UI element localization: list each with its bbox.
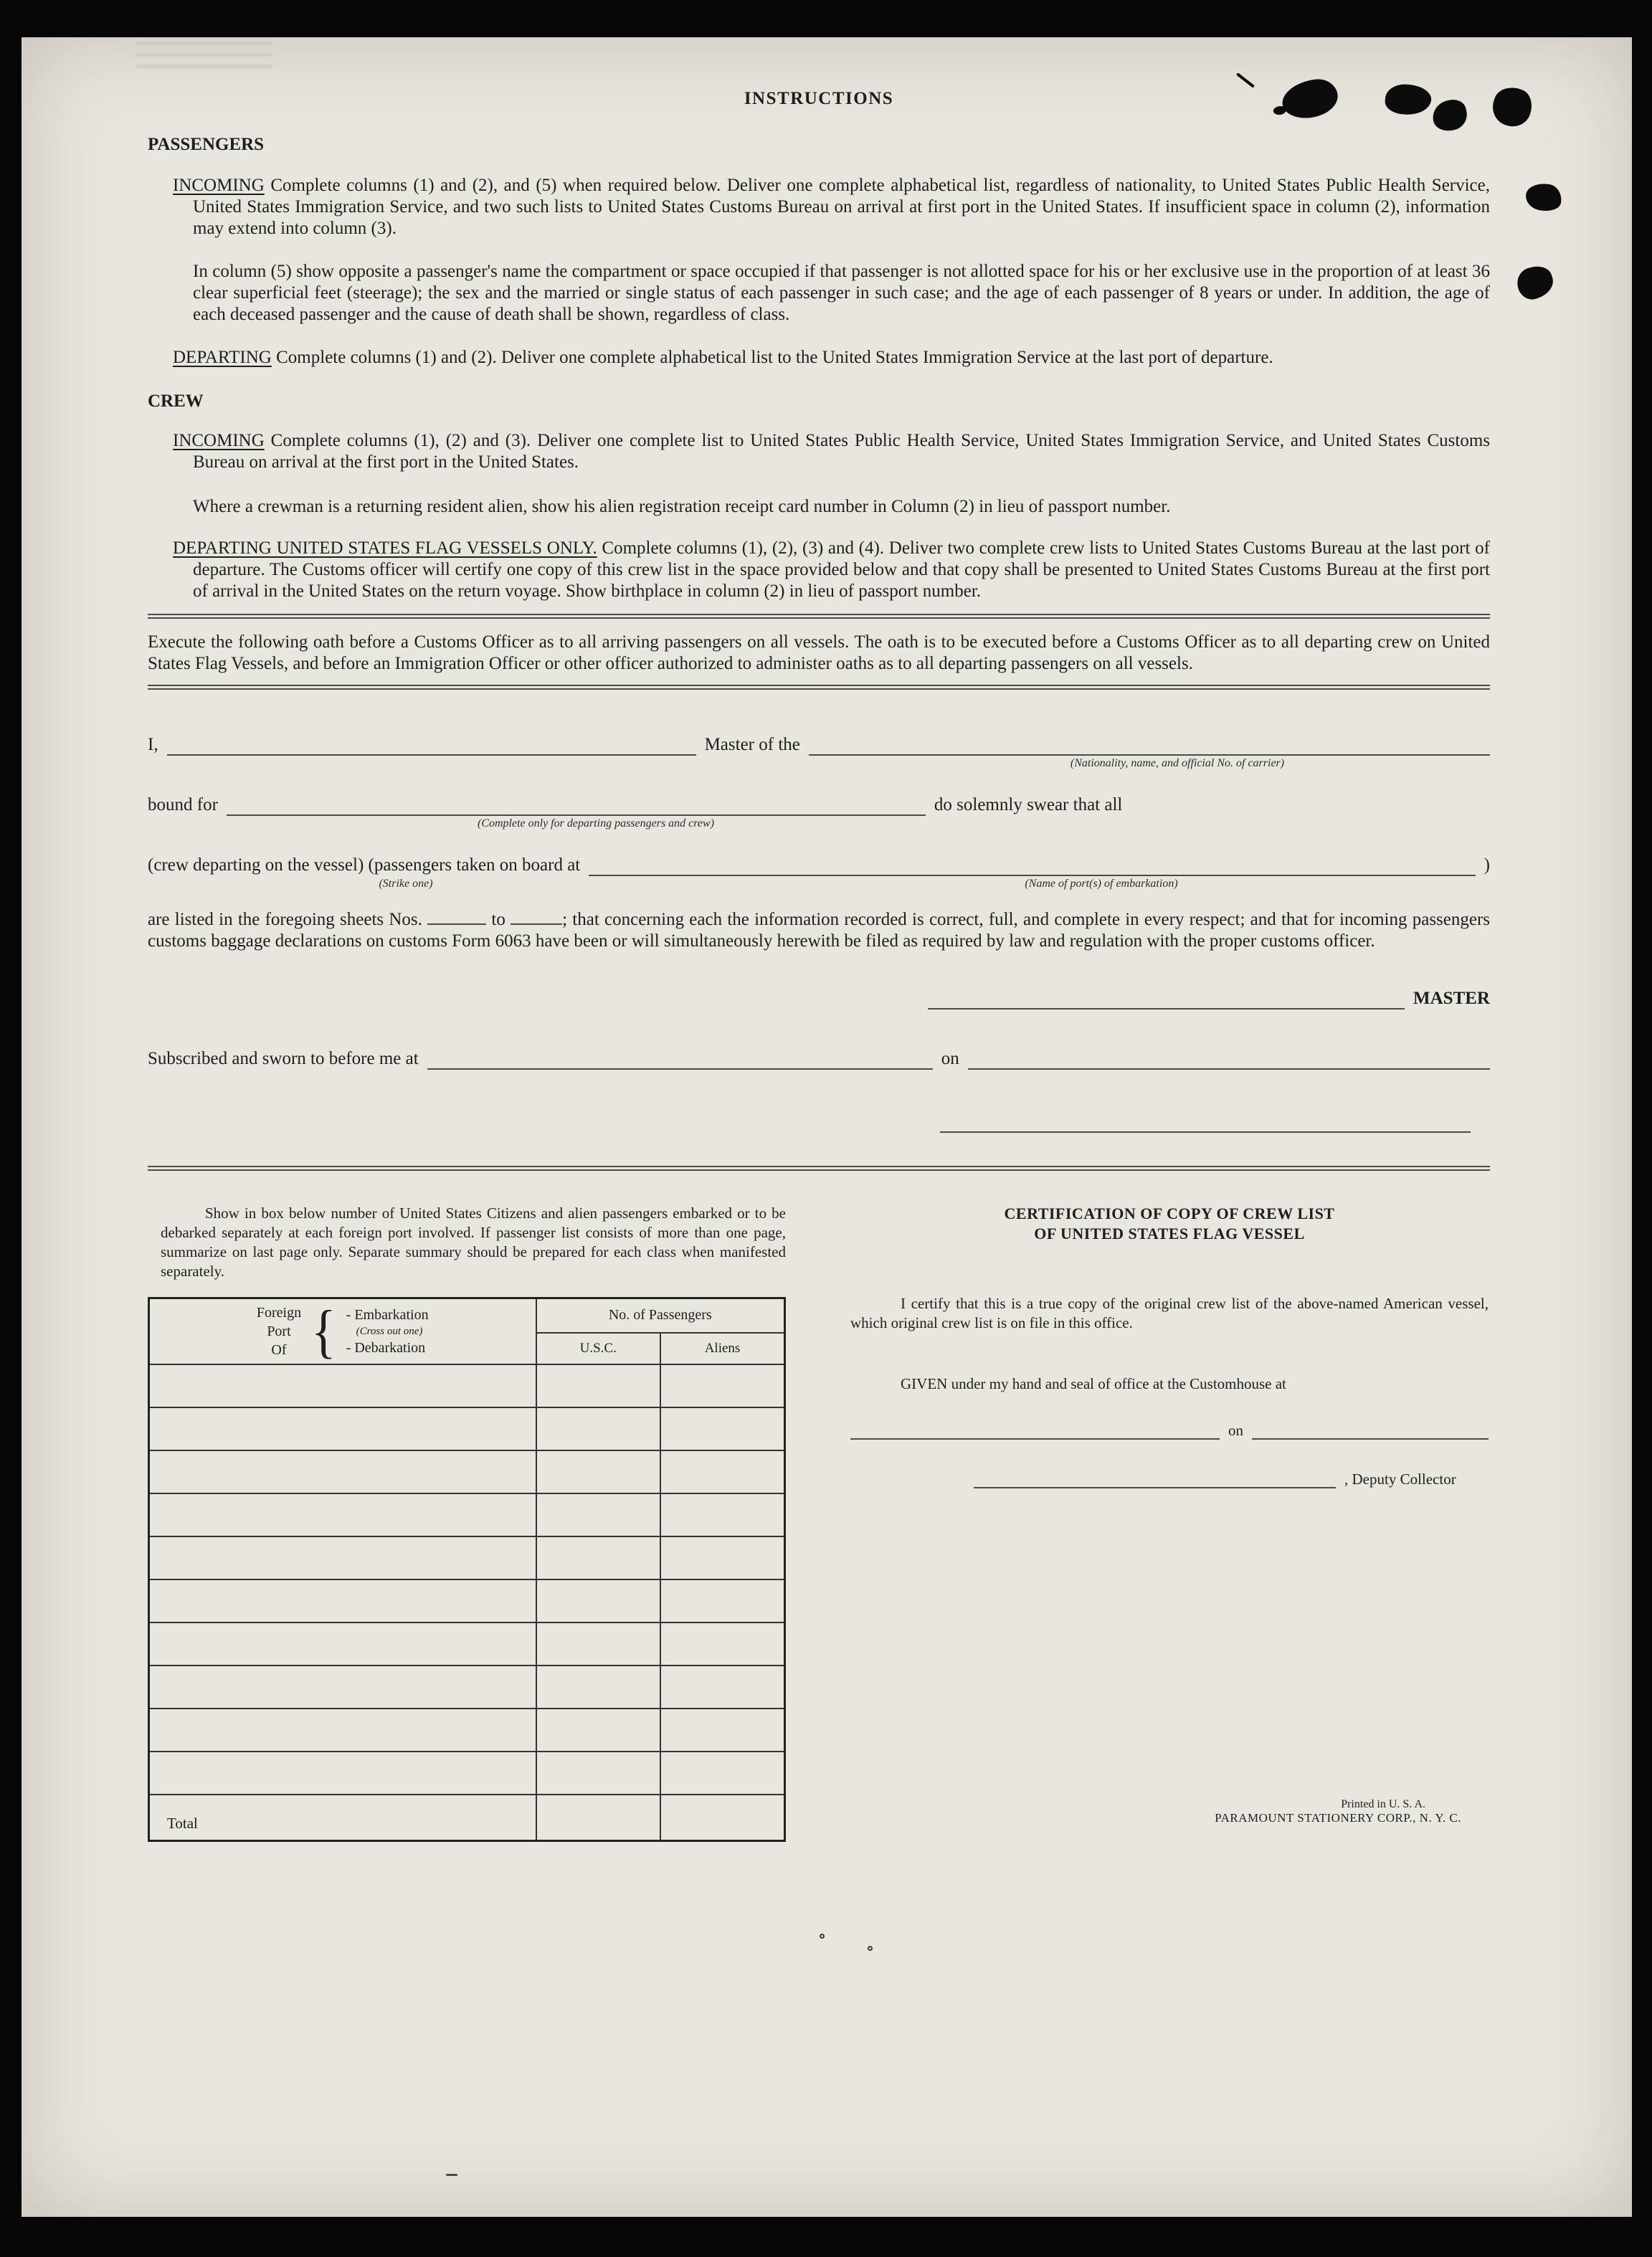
i-label: I, xyxy=(148,735,158,754)
departing-label: DEPARTING xyxy=(173,348,272,367)
summary-table-cell xyxy=(536,1536,661,1579)
summary-table-row xyxy=(149,1752,785,1795)
sworn-place-blank xyxy=(427,1048,933,1070)
company-line: PARAMOUNT STATIONERY CORP., N. Y. C. xyxy=(1215,1811,1461,1825)
summary-section xyxy=(148,1204,786,1842)
summary-table-cell xyxy=(536,1450,661,1493)
printer-imprint xyxy=(850,1798,1489,1825)
total-aliens-cell xyxy=(660,1795,785,1840)
summary-table-cell xyxy=(149,1752,536,1795)
form-content xyxy=(148,89,1490,1842)
summary-table-body xyxy=(149,1364,785,1795)
oath-sheets-paragraph xyxy=(148,908,1490,952)
summary-table-cell xyxy=(660,1752,785,1795)
port-word: Port xyxy=(267,1324,291,1339)
scan-mark xyxy=(446,2174,457,2176)
summary-table-cell xyxy=(660,1407,785,1450)
certification-title-line2: OF UNITED STATES FLAG VESSEL xyxy=(1034,1225,1305,1242)
certification-title xyxy=(850,1204,1489,1244)
given-paragraph: GIVEN under my hand and seal of office at the Customhouse at xyxy=(901,1375,1286,1392)
summary-table-cell xyxy=(660,1579,785,1622)
summary-table-row xyxy=(149,1709,785,1752)
printed-in-line: Printed in U. S. A. xyxy=(1341,1798,1425,1810)
master-of-the-label: Master of the xyxy=(704,735,800,754)
carrier-hint: (Nationality, name, and official No. of carrier) xyxy=(1070,757,1285,769)
summary-table-cell xyxy=(660,1666,785,1709)
total-label: Total xyxy=(149,1795,536,1840)
sheets-prefix: are listed in the foregoing sheets Nos. xyxy=(148,910,422,929)
summary-table-cell xyxy=(536,1752,661,1795)
section-divider xyxy=(148,614,1490,619)
usc-header: U.S.C. xyxy=(536,1333,661,1364)
customhouse-date-blank xyxy=(1252,1421,1489,1440)
summary-table-row xyxy=(149,1536,785,1579)
passenger-summary-table xyxy=(148,1297,786,1842)
summary-table-cell xyxy=(149,1622,536,1666)
section-divider xyxy=(148,1166,1490,1171)
certification-title-line1: CERTIFICATION OF COPY OF CREW LIST xyxy=(1004,1204,1335,1222)
master-signature-blank xyxy=(928,988,1405,1009)
officer-signature-line xyxy=(148,1111,1490,1133)
summary-table-cell xyxy=(149,1666,536,1709)
embark-debark-labels xyxy=(346,1307,429,1356)
embarkation-label: - Embarkation xyxy=(346,1306,429,1323)
summary-table-cell xyxy=(660,1493,785,1536)
pencil-smudge xyxy=(136,37,272,72)
summary-instructions: Show in box below number of United States Citizens and alien passengers embarked or to be debarked separately at each foreign port involved. If passenger list consists of more than one page, summarize on last page only. Separate summary should be prepared for each class when manifested separately. xyxy=(161,1204,786,1280)
strike-one-hint: (Strike one) xyxy=(379,878,433,890)
summary-table-cell xyxy=(149,1579,536,1622)
summary-table-cell xyxy=(660,1622,785,1666)
ink-blot xyxy=(1487,82,1537,131)
passengers-incoming-paragraph xyxy=(148,175,1490,239)
total-usc-cell xyxy=(536,1795,661,1840)
subscribed-label: Subscribed and sworn to before me at xyxy=(148,1049,419,1068)
incoming-text: Complete columns (1) and (2), and (5) when required below. Deliver one complete alphabetical list, regardless of nationality, to United States Public Health Service, United States Immigration Service, and two such lists to United States Customs Bureau on arrival at first port in the United States. If insufficient space in column (2), information may extend into column (3). xyxy=(193,176,1490,238)
oath-master-line xyxy=(148,734,1490,769)
port-header-layout xyxy=(150,1299,536,1364)
passengers-departing-paragraph xyxy=(148,347,1490,369)
sheets-from-blank xyxy=(427,908,486,925)
total-row xyxy=(149,1795,785,1840)
close-paren: ) xyxy=(1484,855,1490,875)
cross-out-hint: (Cross out one) xyxy=(356,1325,423,1337)
deputy-signature-blank xyxy=(974,1470,1336,1488)
summary-table-cell xyxy=(660,1709,785,1752)
scanned-form-page xyxy=(22,37,1632,2217)
summary-table-cell xyxy=(536,1666,661,1709)
bound-for-hint: (Complete only for departing passengers and crew) xyxy=(477,817,715,830)
carrier-blank xyxy=(809,734,1490,756)
summary-table-cell xyxy=(149,1493,536,1536)
foreign-port-header xyxy=(149,1298,536,1365)
master-name-blank xyxy=(167,734,696,756)
debarkation-label: - Debarkation xyxy=(346,1339,426,1356)
summary-table-cell xyxy=(149,1407,536,1450)
bottom-columns xyxy=(148,1204,1490,1842)
on-label: on xyxy=(941,1049,959,1068)
crew-departing-label: DEPARTING UNITED STATES FLAG VESSELS ONLY. xyxy=(173,538,597,558)
master-label: MASTER xyxy=(1413,989,1490,1008)
passengers-heading: PASSENGERS xyxy=(148,135,265,154)
crew-departing-paragraph xyxy=(148,538,1490,602)
embarkation-port-blank xyxy=(589,855,1475,876)
aliens-header: Aliens xyxy=(660,1333,785,1364)
scan-speck xyxy=(820,1934,825,1939)
destination-blank xyxy=(227,794,926,816)
summary-table-row xyxy=(149,1579,785,1622)
bound-for-label: bound for xyxy=(148,795,218,814)
certify-paragraph: I certify that this is a true copy of the original crew list of the above-named American vessel, which original crew list is on file in this office. xyxy=(850,1295,1489,1331)
cert-on-label: on xyxy=(1228,1422,1243,1439)
summary-table-cell xyxy=(536,1364,661,1407)
deputy-line xyxy=(850,1470,1489,1488)
departing-text: Complete columns (1) and (2). Deliver one complete alphabetical list to the United States Immigration Service at the last port of departure. xyxy=(271,348,1273,367)
port-header-words xyxy=(257,1303,301,1359)
crew-incoming-paragraph xyxy=(148,430,1490,473)
master-signature-line xyxy=(148,988,1490,1009)
section-divider xyxy=(148,685,1490,690)
passengers-column5-paragraph: In column (5) show opposite a passenger's name the compartment or space occupied if that passenger is not allotted space for his or her exclusive use in the proportion of at least 36 clear superficial feet (steerage); the sex and the married or single status of each passenger in such case; and the age of each passenger of 8 years or under. In addition, the age of each deceased passenger and the cause of death shall be shown, regardless of class. xyxy=(193,262,1490,324)
scan-speck xyxy=(868,1946,873,1951)
summary-table-cell xyxy=(536,1709,661,1752)
summary-table-row xyxy=(149,1407,785,1450)
sheets-suffix: ; that concerning each the information recorded is correct, full, and complete in every respect; and that for incoming passengers customs baggage declarations on customs Form 6063 have been or will simultaneously herewith be filed as required by law and regulation with the proper customs officer. xyxy=(148,910,1491,951)
deputy-collector-label: , Deputy Collector xyxy=(1344,1470,1456,1488)
page-title: INSTRUCTIONS xyxy=(744,89,894,108)
port-word: Foreign xyxy=(256,1305,302,1321)
oath-instructions-paragraph: Execute the following oath before a Customs Officer as to all arriving passengers on all vessels. The oath is to be executed before a Customs Officer as to all departing crew on United States Flag Vessels, and before an Immigration Officer or other officer authorized to administer oaths as to all departing passengers on all vessels. xyxy=(148,632,1490,673)
strike-phrase: (crew departing on the vessel) (passengers taken on board at xyxy=(148,855,581,875)
summary-table-cell xyxy=(536,1493,661,1536)
crew-incoming-text: Complete columns (1), (2) and (3). Deliver one complete list to United States Public Health Service, United States Immigration Service, and United States Customs Bureau on arrival at the first port in the United States. xyxy=(193,431,1490,472)
summary-table-row xyxy=(149,1364,785,1407)
customhouse-line xyxy=(850,1421,1489,1440)
summary-table-cell xyxy=(660,1536,785,1579)
certification-section xyxy=(850,1204,1489,1842)
oath-bound-for-line xyxy=(148,794,1490,830)
summary-table-cell xyxy=(149,1450,536,1493)
ink-blot xyxy=(1524,181,1564,214)
summary-table-row xyxy=(149,1622,785,1666)
sheets-to-blank xyxy=(511,908,562,925)
summary-table-cell xyxy=(660,1450,785,1493)
passengers-count-header: No. of Passengers xyxy=(536,1298,785,1333)
ink-mark xyxy=(1236,72,1255,88)
crew-heading: CREW xyxy=(148,391,204,411)
summary-table-cell xyxy=(149,1364,536,1407)
brace-glyph: { xyxy=(311,1298,336,1364)
crew-incoming-label: INCOMING xyxy=(173,431,265,450)
summary-table-cell xyxy=(536,1622,661,1666)
officer-signature-blank xyxy=(940,1111,1471,1133)
summary-table-row xyxy=(149,1666,785,1709)
to-label: to xyxy=(491,910,505,929)
summary-table-row xyxy=(149,1493,785,1536)
crew-departing-text: Complete columns (1), (2), (3) and (4). Deliver two complete crew lists to United States Customs Bureau at the last port of departure. The Customs officer will certify one copy of this crew list in the space provided below and that copy shall be presented to United States Customs Bureau at the first port of arrival in the United States on the return voyage. Show birthplace in column (2) in lieu of passport number. xyxy=(193,538,1490,601)
summary-table-cell xyxy=(149,1709,536,1752)
ink-blot xyxy=(1513,262,1557,303)
summary-table-cell xyxy=(536,1407,661,1450)
sworn-date-blank xyxy=(968,1048,1490,1070)
summary-table-cell xyxy=(149,1536,536,1579)
summary-table-row xyxy=(149,1450,785,1493)
incoming-label: INCOMING xyxy=(173,176,265,195)
port-word: Of xyxy=(271,1342,287,1358)
subscribed-line xyxy=(148,1048,1490,1070)
oath-embarkation-line xyxy=(148,855,1490,890)
summary-table-cell xyxy=(536,1579,661,1622)
customhouse-place-blank xyxy=(850,1421,1220,1440)
swear-label: do solemnly swear that all xyxy=(934,795,1123,814)
summary-table-cell xyxy=(660,1364,785,1407)
embarkation-hint: (Name of port(s) of embarkation) xyxy=(1025,878,1178,890)
crew-resident-alien-paragraph: Where a crewman is a returning resident alien, show his alien registration receipt card number in Column (2) in lieu of passport number. xyxy=(193,497,1171,516)
